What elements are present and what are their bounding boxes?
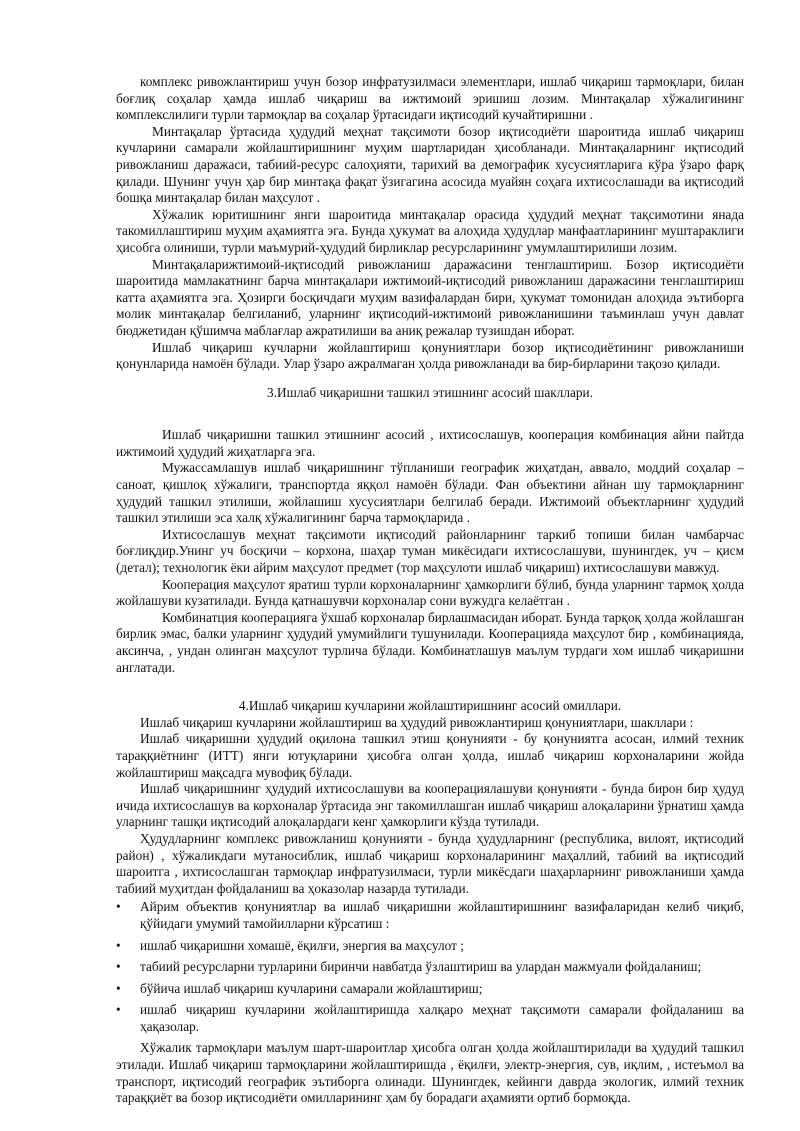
paragraph: Комбинатция кооперацияга ўхшаб корхоналар бирлашмасидан иборат. Бунда тарқоқ ҳолда жойлашган бирлик эмас, балки уларнинг ҳудудий умумийлиги тушунилади. Кооперацияда маҳсулот бир , комбинацияда, аксинча, , ундан олинган маҳсулот турлича бўлади. Комбинатлашув маълум турдаги хом ишлаб чиқаришни англатади. (116, 609, 744, 675)
paragraph: Мужассамлашув ишлаб чиқаришнинг тўпланиши географик жиҳатдан, аввало, моддий соҳалар – саноат, қишлоқ хўжалиги, транспортда яққол намоён бўлади. Фан объектини айнан шу тармоқларнинг ҳудудий ташкил этилиши, жойлашиш хусусиятлари белгилаб беради. Ижтимоий объектларнинг ҳудудий ташкил этилиши эса халқ хўжалигининг барча тармоқларида . (116, 460, 744, 526)
section-heading: 4.Ишлаб чиқариш кучларини жойлаштиришнинг асосий омиллари. (238, 698, 622, 714)
list-item-text: бўйича ишлаб чиқариш кучларини самарали жойлаштириш; (140, 980, 483, 996)
paragraph: Минтақалар ўртасида ҳудудий меҳнат тақсимоти бозор иқтисодиёти шароитида ишлаб чиқариш кучларини самарали жойлаштиришнинг муҳим шартларидан ҳисобланади. Минтақаларнинг иқтисодий ривожланиш даражаси, табиий-ресурс салоҳияти, тарихий ва демографик хусусиятларига кўра ўзаро фарқ қилади. Шунинг учун ҳар бир минтақа фақат ўзигагина асосида муайян соҳага ихтисослашади ва иқтисодий бошқа минтақалар билан маҳсулот . (116, 123, 744, 206)
list-item-text: Айрим объектив қонуниятлар ва ишлаб чиқаришни жойлаштиришнинг вазифаларидан келиб чиқиб, қўйидаги умумий тамойилларни кўрсатиш : (140, 899, 744, 931)
paragraph: Ишлаб чиқариш кучларини жойлаштириш ва ҳудудий ривожлантириш қонуниятлари, шакллари : (140, 714, 694, 730)
bullet-icon: • (116, 959, 121, 975)
paragraph: комплекс ривожлантириш учун бозор инфратузилмаси элементлари, ишлаб чиқариш тармоқлари, билан боғлиқ соҳалар ҳамда ишлаб чиқариш ва ижтимоий эришиш лозим. Минтақалар хўжалигининг комплекслилиги турли тармоқлар ва соҳалар ўртасидаги иқтисодий кучайтиришни . (116, 74, 744, 123)
paragraph: Ихтисослашув меҳнат тақсимоти иқтисодий районларнинг таркиб топиши билан чамбарчас боғлиқдир.Унинг уч босқичи – корхона, шаҳар туман микёсидаги ихтисослашуви, шунингдек, уч – қисм (детал); технологик ёки айрим маҳсулот предмет (тор маҳсулоти ишлаб чиқариш) ихтисослашуви мавжуд. (116, 526, 744, 576)
list-item (116, 1002, 744, 1035)
bullet-icon: • (116, 899, 121, 915)
bullet-list (116, 899, 744, 1035)
list-item (116, 981, 744, 998)
bullet-icon: • (116, 1002, 121, 1018)
paragraph: Минтақаларижтимоий-иқтисодий ривожланиш даражасини тенглаштириш. Бозор иқтисодиёти шароитида мамлакатнинг барча минтақалари ижтимоий-иқтисодий ривожланиш даражасини тенглаштириш катта аҳамиятга эга. Ҳозирги босқичдаги муҳим вазифалардан бири, ҳукумат томонидан алоҳида эътиборга молик минтақалар белгиланиб, уларнинг иқтисодий-ижтимоий ривожланишини таъминлаш учун давлат бюджетидан қўшимча маблағлар ажратилиши ва аниқ режалар тузишдан иборат. (116, 256, 744, 338)
list-item (116, 959, 744, 976)
paragraph: Кооперация маҳсулот яратиш турли корхоналарнинг ҳамкорлиги бўлиб, бунда уларнинг тармоқ ҳолда жойлашуви кузатилади. Бунда қатнашувчи корхоналар сони вужудга келаётган . (116, 576, 744, 609)
list-item-text: табиий ресурсларни турларини биринчи навбатда ўзлаштириш ва улардан мажмуали фойдаланиш; (140, 959, 702, 975)
list-item (116, 899, 744, 932)
bullet-icon: • (116, 937, 121, 953)
paragraph: Ишлаб чиқаришни ҳудудий оқилона ташкил этиш қонунияти - бу қонуниятга асосан, илмий техник тараққиётнинг (ИТТ) янги ютуқларини ҳисобга олган ҳолда, ишлаб чиқариш корхоналарини жойда жойлаштириш мақсадга мувофиқ бўлади. (116, 731, 744, 780)
paragraph: Хўжалик тармоқлари маълум шарт-шароитлар ҳисобга олган ҳолда жойлаштирилади ва ҳудудий ташкил этилади. Ишлаб чиқариш тармоқларини жойлаштиришда , ёқилғи, электр-энергия, сув, иқлим, , истеъмол ва транспорт, иқтисодий географик эътиборга олинади. Шунингдек, кейинги даврда экологик, илмий техник тараққиёт ва бозор иқтисодиёти омилларининг ҳам бу борадаги аҳамияти ортиб бормоқда. (116, 1040, 744, 1106)
paragraph: Ҳудудларнинг комплекс ривожланиш қонунияти - бунда ҳудудларнинг (республика, вилоят, иқтисодий район) , хўжаликдаги мутаносиблик, ишлаб чиқариш корхоналарининг маҳаллий, табиий ва иқтисодий шароитга , ихтисослашган тармоқлар инфратузилмаси, турли микёсдаги шаҳарларнинг ривожланиши ҳамда табиий муҳитдан фойдаланиш ва ҳоказолар назарда тутилади. (116, 830, 744, 896)
section-heading: 3.Ишлаб чиқаришни ташкил этишнинг асосий шакллари. (267, 384, 593, 400)
paragraph: Хўжалик юритишнинг янги шароитида минтақалар орасида ҳудудий меҳнат тақсимотини янада такомиллаштириш муҳим аҳамиятга эга. Бунда ҳукумат ва алоҳида ҳудудлар манфаатларининг муштараклиги ҳисобга олиниши, турли маъмурий-ҳудудий бирликлар ресурсларининг умумлаштирилиши лозим. (116, 206, 744, 255)
paragraph: Ишлаб чиқариш кучларни жойлаштириш қонуниятлари бозор иқтисодиётининг ривожланиши қонунларида намоён бўлади. Улар ўзаро ажралмаган ҳолда ривожланади ва бир-бирларини тақозо қилади. (116, 339, 744, 372)
paragraph: Ишлаб чиқаришнинг ҳудудий ихтисослашуви ва кооперациялашуви қонунияти - бунда бирон бир ҳудуд ичида ихтисослашув ва корхоналар ўртасида энг такомиллашган ишлаб чиқариш алоқаларини ўрнатиш ҳамда уларнинг ташқи иқтисодий алоқалардаги кенг ҳамкорлиги кўзда тутилади. (116, 781, 744, 830)
bullet-icon: • (116, 980, 121, 996)
list-item-text: ишлаб чиқаришни хомашё, ёқилғи, энергия ва маҳсулот ; (140, 937, 464, 953)
list-item-text: ишлаб чиқариш кучларини жойлаштиришда халқаро меҳнат тақсимоти самарали фойдаланиш ва ҳақазолар. (140, 1002, 744, 1034)
list-item (116, 938, 744, 955)
document-page (116, 74, 744, 1107)
paragraph: Ишлаб чиқаришни ташкил этишнинг асосий , ихтисослашув, кооперация комбинация айни пайтда ижтимоий ҳудудий жиҳатларга эга. (116, 427, 744, 459)
